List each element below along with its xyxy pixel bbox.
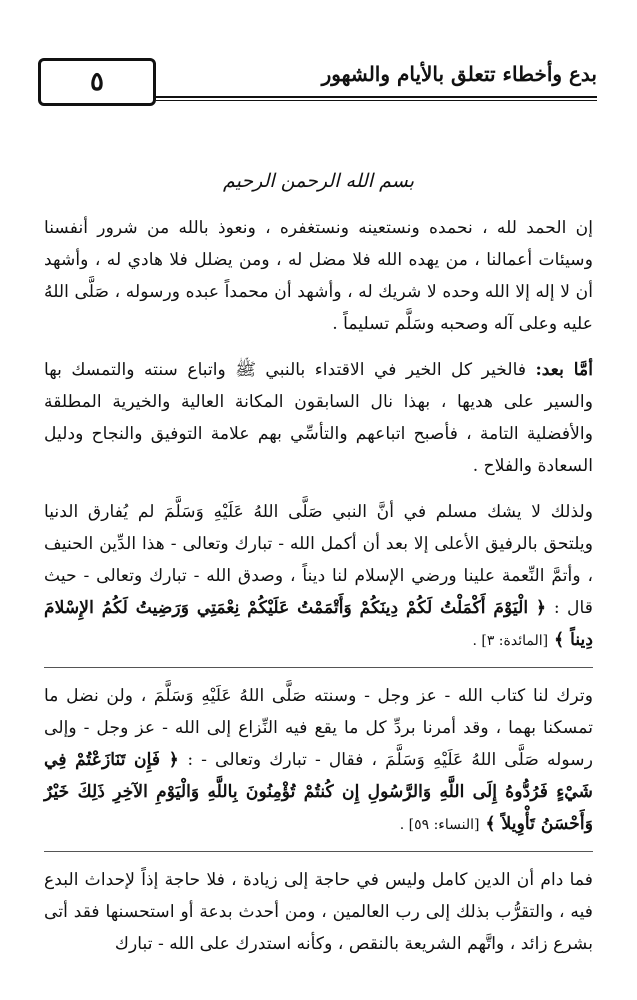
paragraph-text: فما دام أن الدين كامل وليس في حاجة إلى زيادة ، فلا حاجة إذاً لإحداث البدع فيه ، والتقرُّب بذلك إلى رب العالمين ، ومن أحدث بدعة أو استحسنها فقد أتى بشرع زائد ، واتَّهم الشريعة بالنقص ، وكأنه استدرك على الله - تبارك xyxy=(44,870,593,954)
verse-reference: [المائدة: ٣] . xyxy=(472,633,549,649)
page-number-box xyxy=(38,58,156,106)
paragraph-text: إن الحمد لله ، نحمده ونستعينه ونستغفره ، ونعوذ بالله من شرور أنفسنا وسيئات أعمالنا ، من يهده الله فلا مضل له ، ومن يضلل فلا هادي له ، وأشهد أن لا إله إلا الله وحده لا شريك له ، وأشهد أن محمداً عبده ورسوله ، صَلَّى اللهُ عليه وعلى آله وصحبه وسَلَّم تسليماً . xyxy=(44,218,593,334)
paragraph-completion xyxy=(44,496,593,657)
paragraph-lead: أمَّا بعد: xyxy=(535,360,593,380)
paragraph-text: ولذلك لا يشك مسلم في أنَّ النبي صَلَّى اللهُ عَلَيْهِ وَسَلَّمَ لم يُفارق الدنيا ويلتحق بالرفيق الأعلى إلا بعد أن أكمل الله - تبارك وتعالى - هذا الدِّين الحنيف ، وأتمَّ النِّعمة علينا ورضي الإسلام لنا ديناً ، وصدق الله - تبارك وتعالى - حيث قال : xyxy=(44,502,593,618)
page-number: ٥ xyxy=(90,67,104,97)
paragraph-intro xyxy=(44,212,593,340)
verse-reference: [النساء: ٥٩] . xyxy=(399,817,480,833)
paragraph-text: فالخير كل الخير في الاقتداء بالنبي ﷺ واتباع سنته والتمسك بها والسير على هديها ، بهذا نال السابقون المكانة العالية والخيرية المطلقة والأفضلية التامة ، فأصبح اتباعهم والتأسِّي بهم علامة التوفيق والنجاح ودليل السعادة والفلاح . xyxy=(44,360,593,476)
paragraph-text: وترك لنا كتاب الله - عز وجل - وسنته صَلَّى اللهُ عَلَيْهِ وَسَلَّمَ ، ولن نضل ما تمسكنا بهما ، وقد أمرنا بردِّ كل ما يقع فيه النِّزاع إلى الله - عز وجل - وإلى رسوله صَلَّى اللهُ عَلَيْهِ وَسَلَّمَ ، فقال - تبارك وتعالى - : xyxy=(44,686,593,770)
body-text xyxy=(44,212,593,974)
basmala: بسم الله الرحمن الرحيم xyxy=(223,170,414,192)
quran-verse: ﴿ الْيَوْمَ أَكْمَلْتُ لَكُمْ دِينَكُمْ وَأَتْمَمْتُ عَلَيْكُمْ نِعْمَتِي وَرَضِيتُ لَكُمُ الإِسْلامَ دِيناً ﴾ xyxy=(44,598,593,650)
quran-verse: ﴿ فَإِن تَنَازَعْتُمْ فِي شَيْءٍ فَرُدُّوهُ إِلَى اللَّهِ وَالرَّسُولِ إِن كُنتُمْ تُؤْمِنُونَ بِاللَّهِ وَالْيَوْمِ الآخِرِ ذَلِكَ خَيْرٌ وَأَحْسَنُ تَأْوِيلاً ﴾ xyxy=(44,750,593,834)
header-rule xyxy=(156,96,597,101)
paragraph-divider xyxy=(44,851,593,852)
paragraph-divider xyxy=(44,667,593,668)
paragraph-amma-baad xyxy=(44,354,593,482)
paragraph-religion-complete xyxy=(44,864,593,960)
page-header xyxy=(38,58,597,112)
paragraph-book-sunnah xyxy=(44,680,593,841)
running-title: بدع وأخطاء تتعلق بالأيام والشهور xyxy=(321,62,597,86)
